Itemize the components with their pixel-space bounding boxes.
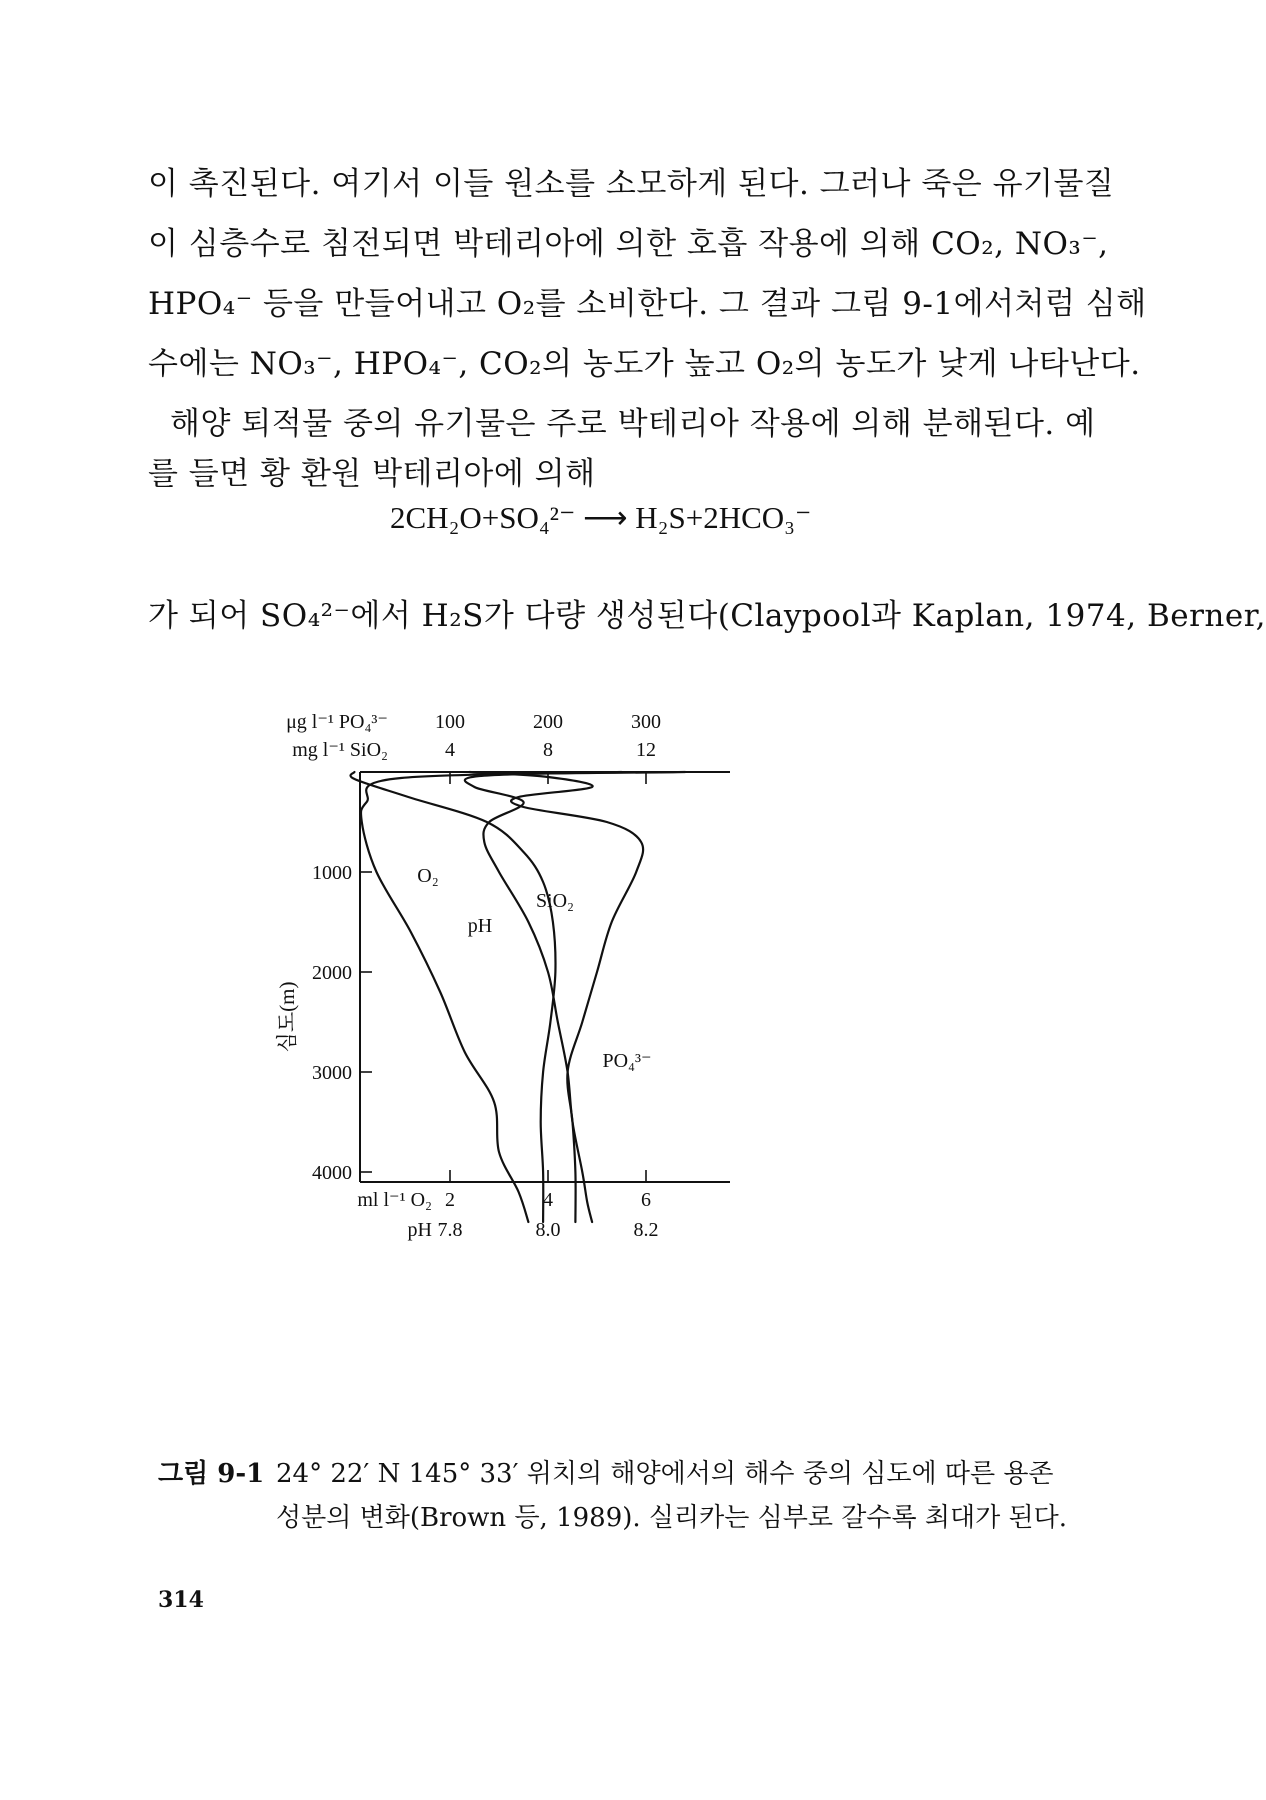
bottom-tick-label-o2: 2	[445, 1189, 455, 1211]
top-tick-label-sio2: 12	[636, 739, 656, 761]
series-label-ph: pH	[467, 915, 493, 937]
series-label-o2: O₂	[417, 865, 439, 887]
top-tick-label-sio2: 8	[543, 739, 553, 761]
y-tick-label: 3000	[312, 1062, 352, 1084]
top-tick-label-po4: 200	[533, 711, 563, 733]
depth-profile-figure	[275, 690, 860, 1420]
top-tick-label-po4: 300	[631, 711, 661, 733]
bottom-tick-label-o2: 6	[641, 1189, 651, 1211]
y-tick-label: 2000	[312, 962, 352, 984]
page-number: 314	[158, 1587, 204, 1613]
series-line-o2	[361, 772, 685, 1222]
body-line-3: HPO₄⁻ 등을 만들어내고 O₂를 소비한다. 그 결과 그림 9-1에서처럼 심해	[148, 286, 1147, 322]
series-label-sio2: SiO₂	[535, 890, 575, 912]
bottom-tick-label-o2: 4	[543, 1189, 553, 1211]
body-line-2: 이 심층수로 침전되면 박테리아에 의한 호흡 작용에 의해 CO₂, NO₃⁻,	[148, 226, 1109, 262]
bottom-tick-label-ph: 8.0	[535, 1219, 561, 1241]
chemical-equation: 2CH₂O+SO₄²⁻ ⟶ H₂S+2HCO₃⁻	[390, 500, 812, 535]
bottom-tick-label-ph: 7.8	[437, 1219, 463, 1241]
y-tick-label: 4000	[312, 1162, 352, 1184]
body-line-5: 해양 퇴적물 중의 유기물은 주로 박테리아 작용에 의해 분해된다. 예	[170, 406, 1096, 442]
body-line-1: 이 촉진된다. 여기서 이들 원소를 소모하게 된다. 그러나 죽은 유기물질	[148, 166, 1115, 202]
bottom-axis-label-ph: pH	[407, 1219, 432, 1241]
top-tick-label-sio2: 4	[445, 739, 455, 761]
top-tick-label-po4: 100	[435, 711, 465, 733]
y-axis-label: 심도(m)	[275, 981, 299, 1053]
caption-text: 24° 22′ N 145° 33′ 위치의 해양에서의 해수 중의 심도에 따른 용존 성분의 변화(Brown 등, 1989). 실리카는 심부로 갈수록 최대가 된다.	[276, 1459, 1067, 1533]
body-line-6: 를 들면 황 환원 박테리아에 의해	[148, 456, 596, 492]
series-line-sio2	[350, 772, 555, 1222]
body-line-4: 수에는 NO₃⁻, HPO₄⁻, CO₂의 농도가 높고 O₂의 농도가 낮게 나타난다.	[148, 346, 1141, 382]
depth-profile-chart	[275, 690, 860, 1420]
y-tick-label: 1000	[312, 862, 352, 884]
series-line-po4	[467, 772, 644, 1222]
top-axis-label-sio2: mg l⁻¹ SiO₂	[292, 739, 388, 761]
bottom-tick-label-ph: 8.2	[633, 1219, 659, 1241]
body-line-after-equation: 가 되어 SO₄²⁻에서 H₂S가 다량 생성된다(Claypool과 Kaplan, 1974, Berner,	[148, 598, 1266, 634]
bottom-axis-label-o2: ml l⁻¹ O₂	[357, 1189, 432, 1211]
top-axis-label-po4: μg l⁻¹ PO₄³⁻	[286, 711, 388, 733]
series-label-po4: PO₄³⁻	[602, 1050, 652, 1072]
caption-label: 그림 9-1	[158, 1459, 265, 1489]
